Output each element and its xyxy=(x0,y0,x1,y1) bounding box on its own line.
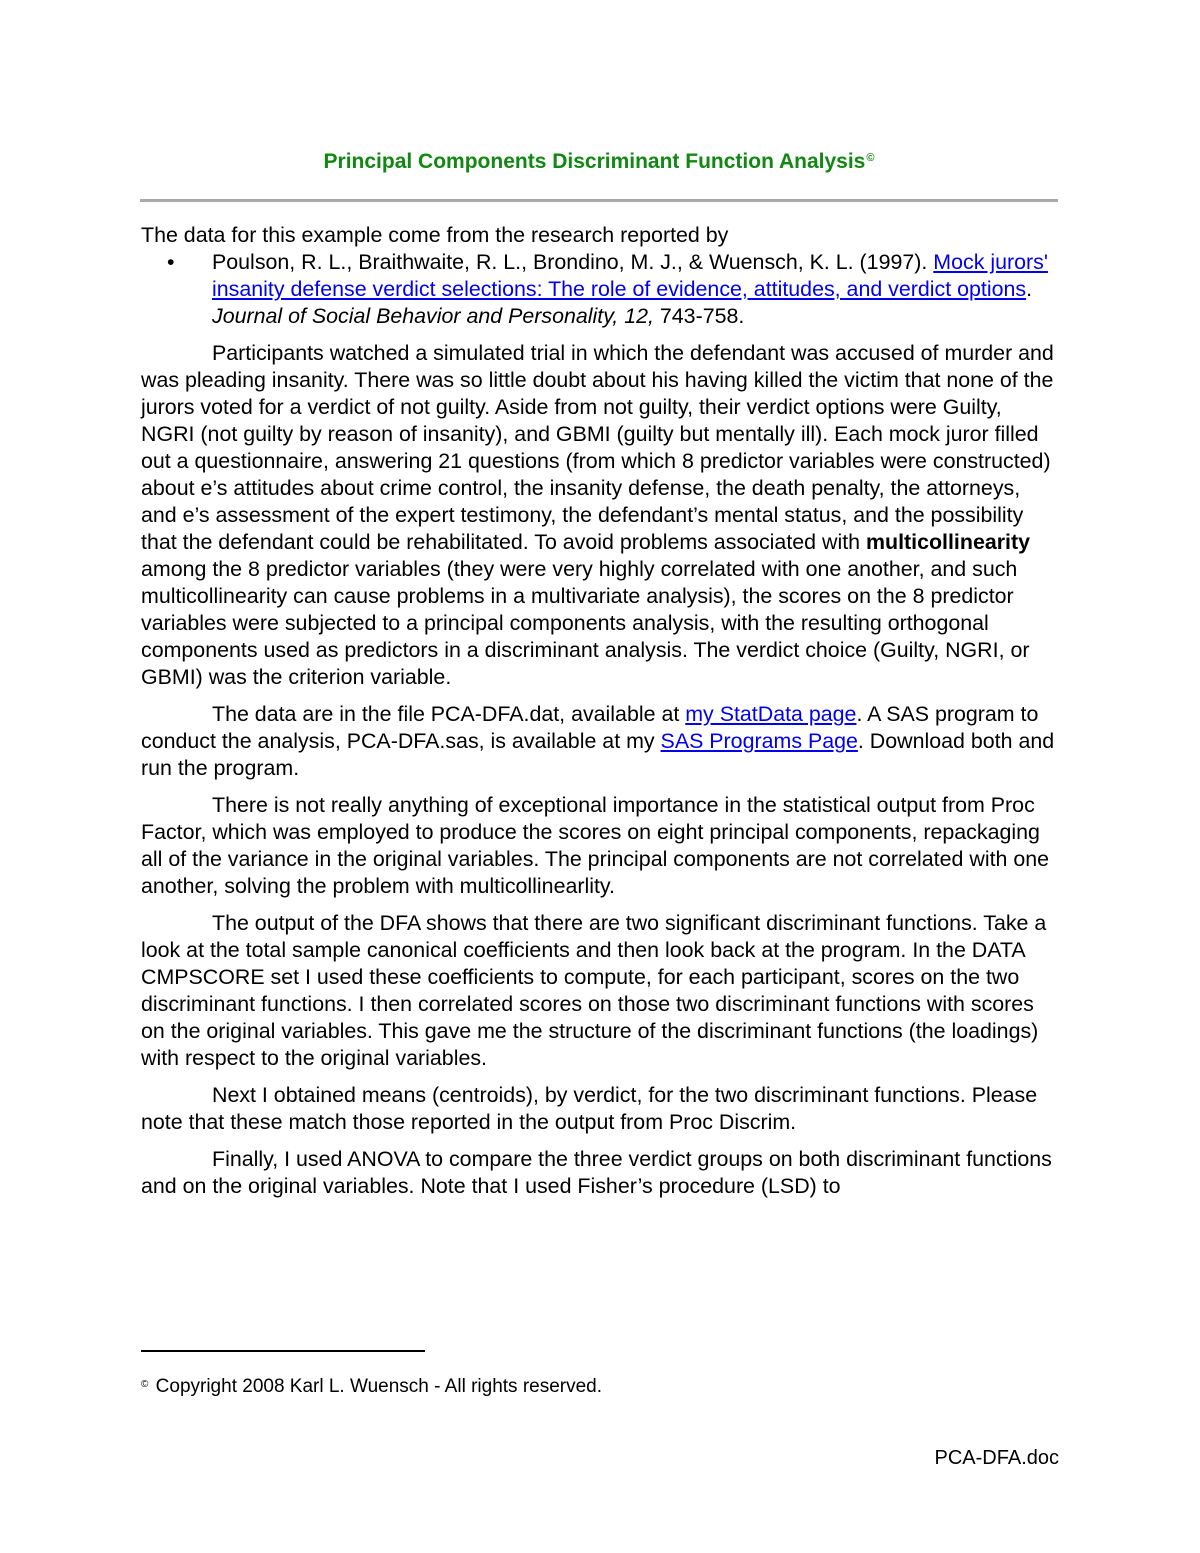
page-title xyxy=(140,148,1058,176)
title-divider xyxy=(140,199,1058,202)
statdata-page-link[interactable]: my StatData page xyxy=(685,702,857,726)
paragraph-centroids: Next I obtained means (centroids), by verdict, for the two discriminant functions. Please note that these match those reported in the output from Proc Discrim. xyxy=(141,1083,1038,1134)
reference-separator: . xyxy=(1026,277,1033,301)
reference-authors: Poulson, R. L., Braithwaite, R. L., Brondino, M. J., & Wuensch, K. L. (1997). xyxy=(212,250,928,274)
intro-text: The data for this example come from the research reported by xyxy=(141,223,729,247)
bullet-icon: • xyxy=(167,250,175,274)
reference-pages: 743-758. xyxy=(653,304,745,328)
document-filename: PCA-DFA.doc xyxy=(934,1447,1059,1469)
paragraph-anova: Finally, I used ANOVA to compare the three verdict groups on both discriminant functions and on the original variables. Note that I used Fisher’s procedure (LSD) to xyxy=(141,1147,1052,1198)
reference-list-item xyxy=(167,249,1061,330)
paragraph-text: among the 8 predictor variables (they were very highly correlated with one another, and such multicollinearity can cause problems in a multivariate analysis), the scores on the 8 predictor variables were subjected to a principal components analysis, with the resulting orthogonal components used as predictors in a discriminant analysis. The verdict choice (Guilty, NGRI, or GBMI) was the criterion variable. xyxy=(141,557,1030,689)
paragraph-data-files xyxy=(141,701,1061,782)
paragraph-participants xyxy=(141,340,1061,691)
sas-programs-page-link[interactable]: SAS Programs Page xyxy=(660,729,858,753)
footnote-divider xyxy=(141,1350,425,1352)
paragraph-text: . A SAS program to conduct the analysis, PCA-DFA.sas, is available at my xyxy=(141,702,1039,753)
footnote-text: Copyright 2008 Karl L. Wuensch - All rights reserved. xyxy=(150,1376,603,1397)
paragraph-proc-factor: There is not really anything of exceptional importance in the statistical output from Proc Factor, which was employed to produce the scores on eight principal components, repackaging all of the variance in the original variables. The principal components are not correlated with one another, solving the problem with multicollinearlity. xyxy=(141,793,1050,898)
copyright-mark: © xyxy=(866,152,875,164)
footnote xyxy=(141,1375,602,1399)
bold-term-multicollinearity: multicollinearity xyxy=(865,530,1031,554)
title-text: Principal Components Discriminant Function Analysis xyxy=(323,150,866,173)
paragraph-text: Participants watched a simulated trial in which the defendant was accused of murder and was pleading insanity. There was so little doubt about his having killed the victim that none of the jurors voted for a verdict of not guilty. Aside from not guilty, their verdict options were Guilty, NGRI (not guilty by reason of insanity), and GBMI (guilty but mentally ill). Each mock juror filled out a questionnaire, answering 21 questions (from which 8 predictor variables were constructed) about e’s attitudes about crime control, the insanity defense, the death penalty, the attorneys, and e’s assessment of the expert testimony, the defendant’s mental status, and the possibility that the defendant could be rehabilitated. To avoid problems associated with xyxy=(141,341,1054,554)
footnote-mark: © xyxy=(141,1379,149,1390)
reference-article-link[interactable]: Mock jurors' insanity defense verdict selections: The role of evidence, attitudes, and verdict options xyxy=(212,250,1048,301)
document-body xyxy=(141,222,1061,1210)
reference-journal: Journal of Social Behavior and Personality, 12, xyxy=(212,304,654,328)
paragraph-text: The data are in the file PCA-DFA.dat, available at xyxy=(212,702,686,726)
paragraph-text: . Download both and run the program. xyxy=(141,729,1055,780)
paragraph-dfa-output: The output of the DFA shows that there are two significant discriminant functions. Take a look at the total sample canonical coefficients and then look back at the program. In the DATA CMPSCORE set I used these coefficients to compute, for each participant, scores on the two discriminant functions. I then correlated scores on those two discriminant functions with scores on the original variables. This gave me the structure of the discriminant functions (the loadings) with respect to the original variables. xyxy=(141,911,1047,1070)
